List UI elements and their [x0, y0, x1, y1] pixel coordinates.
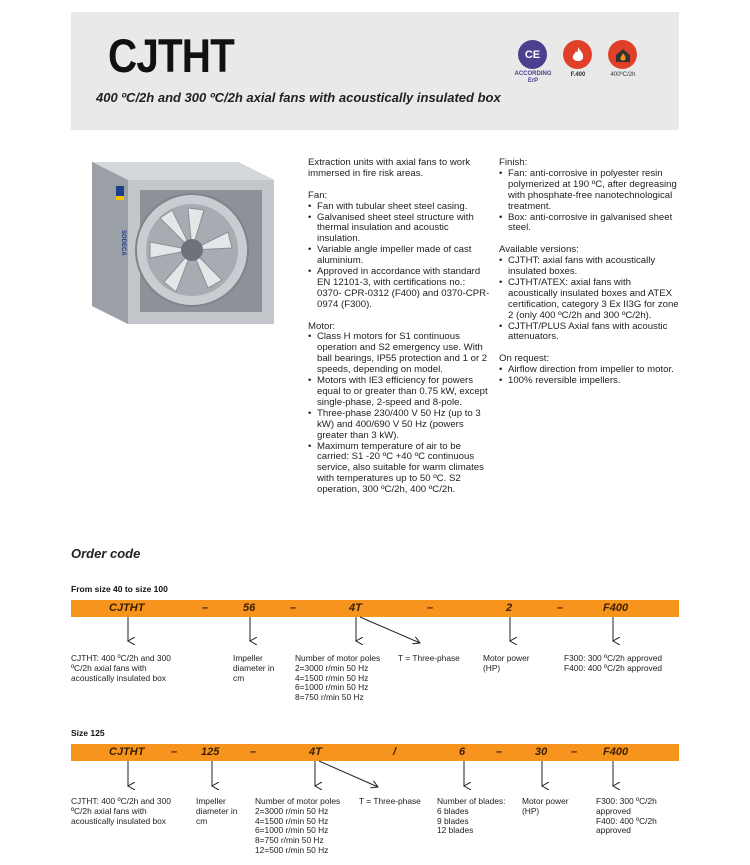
desc-approval-2: F300: 300 ºC/2h approved F400: 400 ºC/2h approved [596, 796, 657, 836]
section-label-size-125: Size 125 [71, 728, 105, 738]
code-segment: 30 [535, 746, 548, 758]
list-item: 8=750 r/min 50 Hz [295, 692, 364, 703]
list-item: • Three-phase 230/400 V 50 Hz (up to 3 kW) and 400/690 V 50 Hz (powers greater than 3 kW). [308, 409, 490, 442]
list-item: 6=1000 r/min 50 Hz [255, 825, 329, 836]
list-item: • CJTHT/PLUS Axial fans with acoustic attenuators. [499, 322, 679, 344]
list-item: • 100% reversible impellers. [499, 376, 679, 387]
list-item: • Box: anti-corrosive in galvanised sheet steel. [499, 213, 679, 235]
desc-blades-2: Number of blades: 6 blades 9 blades 12 blades [437, 797, 517, 836]
order-code-title: Order code [71, 546, 141, 561]
list-item: • Approved in accordance with standard EN 12101-3, with certifications no.: 0370- CPR-0312 (F400) and 0370-CPR-0974 (F300). [308, 267, 490, 311]
code-separator: – [250, 746, 257, 758]
motor-heading: Motor: [308, 320, 336, 332]
f400-badge-label: F.400 [570, 72, 586, 78]
code-separator: – [171, 746, 178, 758]
code-segment: 56 [243, 602, 256, 614]
code-separator: – [557, 602, 564, 614]
list-item: 9 blades [437, 815, 469, 826]
desc-threephase-1: T = Three-phase [398, 653, 460, 663]
code-separator: – [496, 746, 503, 758]
code-segment: 125 [201, 746, 220, 758]
code-separator: – [290, 602, 297, 614]
code-segment: 4T [309, 746, 322, 758]
list-item: • Maximum temperature of air to be carried: S1 -20 ºC +40 ºC continuous service, also suitable for warm climates with temperatures up to 50 ºC. S2 operation, 300 ºC/2h, 400 ºC/2h. [308, 442, 490, 497]
fan-heading: Fan: [308, 189, 328, 201]
list-item: 2=3000 r/min 50 Hz [255, 805, 329, 816]
code-segment: 6 [459, 746, 466, 758]
list-item: 4=1500 r/min 50 Hz [295, 672, 369, 683]
code-separator: – [427, 602, 434, 614]
list-item: • Fan with tubular sheet steel casing. [308, 202, 490, 213]
product-logo: SODECA [120, 230, 126, 256]
list-item: • CJTHT: axial fans with acoustically insulated boxes. [499, 256, 679, 278]
versions-heading: Available versions: [499, 244, 579, 256]
list-item: • Class H motors for S1 continuous operation and S2 emergency use. With ball bearings, IP55 protection and 1 or 2 speeds, depending on model. [308, 332, 490, 376]
desc-poles-2: Number of motor poles 2=3000 r/min 50 Hz 4=1500 r/min 50 Hz 6=1000 r/min 50 Hz 8=750 r/min 50 Hz 12=500 r/min 50 Hz [255, 797, 355, 856]
page-subtitle: 400 ºC/2h and 300 ºC/2h axial fans with acoustically insulated box [96, 90, 501, 105]
desc-approval-1: F300: 300 ºC/2h approved F400: 400 ºC/2h approved [564, 653, 663, 673]
code-separator: / [393, 746, 397, 758]
list-item: • Galvanised sheet steel structure with thermal insulation and acoustic insulation. [308, 213, 490, 246]
list-item: • Fan: anti-corrosive in polyester resin polymerized at 190 ºC, after degreasing with phosphate-free nanotechnological treatment. [499, 169, 679, 213]
code-segment: F400 [603, 746, 629, 758]
page-title: CJTHT [108, 29, 234, 82]
code-segment: 4T [349, 602, 362, 614]
desc-poles-1: Number of motor poles 2=3000 r/min 50 Hz 4=1500 r/min 50 Hz 6=1000 r/min 50 Hz 8=750 r/min 50 Hz [295, 654, 405, 703]
list-item: 12 blades [437, 825, 474, 836]
desc-diameter-1: Impeller diameter in cm [233, 653, 275, 683]
list-item: 4=1500 r/min 50 Hz [255, 815, 329, 826]
400c2h-badge-label: 400ºC/2h [610, 72, 636, 78]
list-item: 6=1000 r/min 50 Hz [295, 682, 369, 693]
list-item: • Airflow direction from impeller to motor. [499, 365, 679, 376]
list-item: 6 blades [437, 805, 469, 816]
ce-mark-icon: CE [524, 48, 541, 61]
code-separator: – [571, 746, 578, 758]
desc-diameter-2: Impeller diameter in cm [196, 796, 238, 826]
list-item: • Motors with IE3 efficiency for powers equal to or greater than 0.75 kW, except single-phase, 2-speed and 8-pole. [308, 376, 490, 409]
arrow [360, 617, 420, 643]
desc-power-2: Motor power (HP) [522, 796, 569, 816]
code-segment: F400 [603, 602, 629, 614]
request-heading: On request: [499, 353, 550, 365]
intro-text: Extraction units with axial fans to work immersed in fire risk areas. [308, 157, 471, 179]
list-item: 8=750 r/min 50 Hz [255, 835, 324, 846]
list-item: 2=3000 r/min 50 Hz [295, 662, 369, 673]
finish-heading: Finish: [499, 157, 528, 168]
section-label-size-40-100: From size 40 to size 100 [71, 584, 168, 594]
desc-model-1: CJTHT: 400 ºC/2h and 300 ºC/2h axial fans with acoustically insulated box [71, 653, 171, 683]
code-segment: CJTHT [109, 746, 145, 758]
desc-model-2: CJTHT: 400 ºC/2h and 300 ºC/2h axial fans with acoustically insulated box [71, 796, 171, 826]
ce-erp-badge-label: ACCORDING ErP [514, 71, 552, 84]
code-separator: – [202, 602, 209, 614]
list-item: • Variable angle impeller made of cast aluminium. [308, 245, 490, 267]
desc-power-1: Motor power (HP) [483, 653, 530, 673]
desc-threephase-2: T = Three-phase [359, 796, 421, 806]
code-segment: 2 [506, 602, 513, 614]
arrow [319, 761, 378, 787]
list-item: 12=500 r/min 50 Hz [255, 844, 329, 855]
list-item: • CJTHT/ATEX: axial fans with acoustically insulated boxes and ATEX certification, category 3 Ex II3G for zone 2 (only 400 ºC/2h and 300 ºC/2h). [499, 278, 679, 322]
code-segment: CJTHT [109, 602, 145, 614]
